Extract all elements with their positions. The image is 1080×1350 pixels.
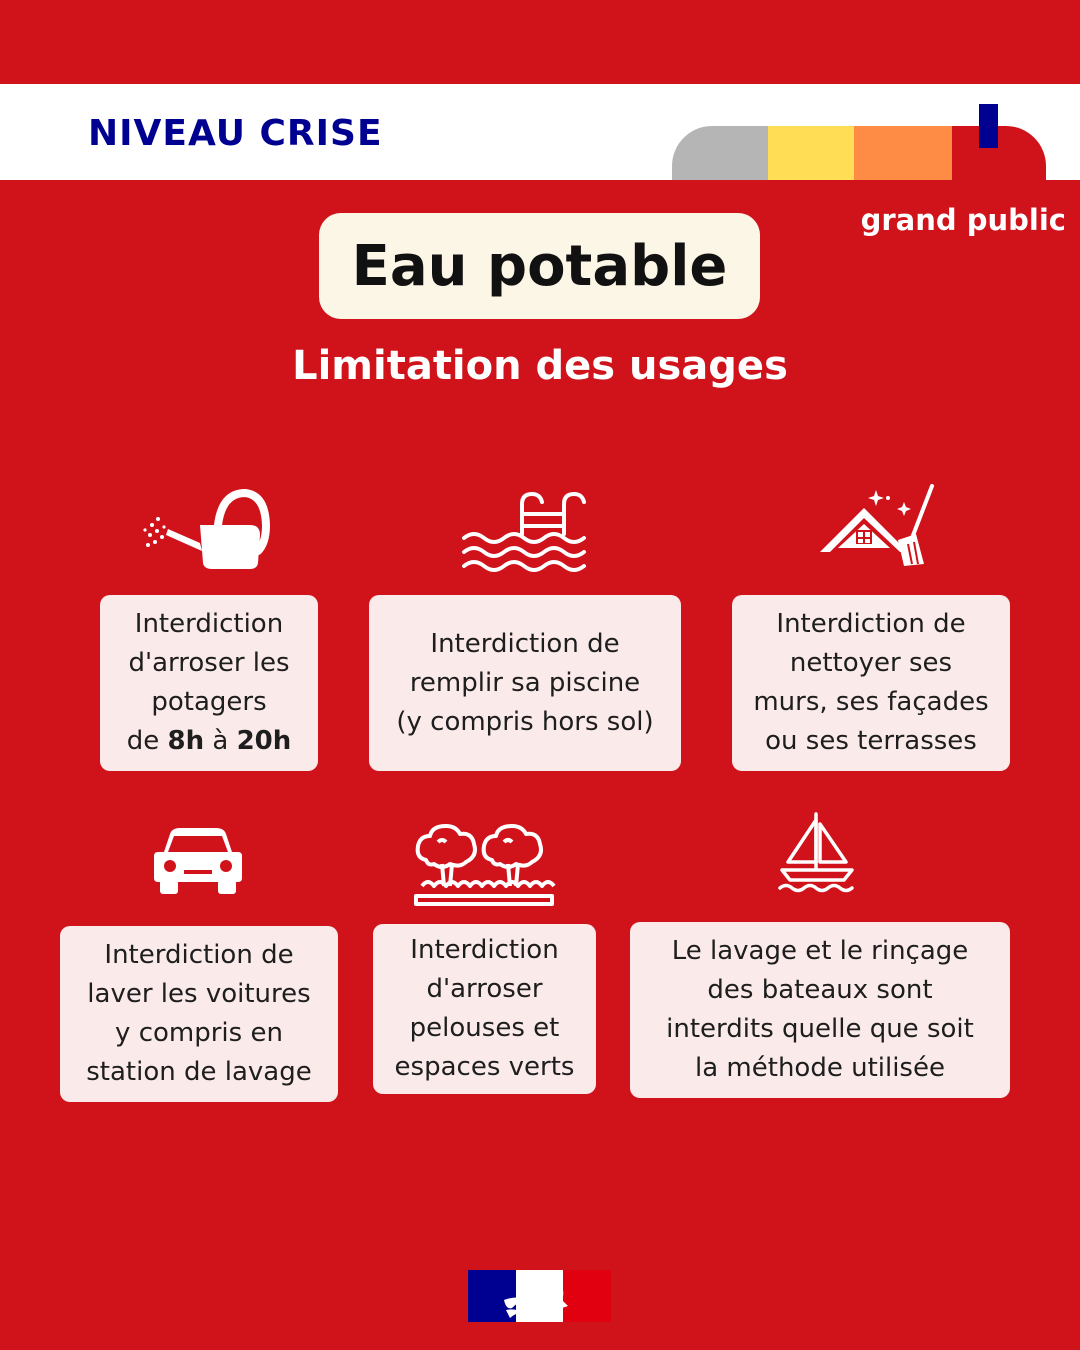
card-line: pelouses et [409, 1013, 560, 1043]
title-pill [319, 213, 760, 319]
card-line: Interdiction de [776, 609, 966, 639]
card-line: Interdiction de [430, 628, 620, 659]
card-line: Interdiction [410, 935, 559, 965]
card-line: potagers [151, 687, 267, 717]
card-line: d'arroser [426, 974, 543, 1004]
card-text [395, 931, 575, 1087]
card-line: station de lavage [86, 1057, 312, 1087]
trees-lawn-icon [412, 822, 558, 912]
card-text [753, 605, 988, 761]
card-text [666, 932, 974, 1088]
gauge-segment-alerte-renforcee [854, 126, 954, 180]
card-line: ou ses terrasses [765, 726, 977, 756]
card-line: nettoyer ses [789, 648, 953, 678]
card-line: interdits quelle que soit [666, 1014, 974, 1044]
card-line: la méthode utilisée [695, 1053, 945, 1083]
hours-connector: à [204, 726, 237, 756]
restriction-card-lawns [373, 924, 596, 1094]
card-line: Le lavage et le rinçage [671, 936, 969, 966]
audience-label: grand public [860, 203, 1066, 237]
card-line: des bateaux sont [707, 975, 933, 1005]
gauge-segment-vigilance [672, 126, 772, 180]
restriction-card-vegetable-gardens [100, 595, 318, 771]
card-line: murs, ses façades [753, 687, 989, 717]
hours-end: 20h [236, 726, 292, 756]
page-subtitle: Limitation des usages [292, 343, 788, 389]
republique-francaise-logo [468, 1270, 611, 1322]
level-title: NIVEAU CRISE [88, 113, 383, 154]
gauge-segment-crise [952, 126, 1046, 180]
card-text [127, 605, 292, 761]
swimming-pool-icon [460, 490, 590, 575]
restriction-card-car-washing [60, 926, 338, 1102]
card-line: laver les voitures [87, 979, 311, 1009]
card-line: Interdiction [134, 609, 284, 639]
restriction-card-swimming-pool [369, 595, 681, 771]
card-line: Interdiction de [104, 940, 294, 970]
hours-start: 8h [167, 726, 205, 756]
card-text [396, 625, 653, 742]
car-icon [152, 826, 244, 896]
card-line: espaces verts [394, 1052, 575, 1082]
card-line: (y compris hors sol) [396, 706, 654, 737]
card-line-hours [127, 722, 292, 761]
card-line: y compris en [115, 1018, 283, 1048]
gauge-level-marker [979, 104, 998, 148]
page-title: Eau potable [351, 233, 728, 299]
card-text [86, 936, 311, 1092]
house-cleaning-icon [816, 482, 941, 572]
gauge-segment-alerte [768, 126, 858, 180]
card-line: d'arroser les [128, 648, 290, 678]
sailboat-icon [776, 810, 858, 900]
card-line: remplir sa piscine [409, 667, 641, 698]
watering-can-icon [140, 485, 275, 575]
restriction-card-wall-cleaning [732, 595, 1010, 771]
hours-prefix: de [126, 726, 168, 756]
restriction-card-boat-washing [630, 922, 1010, 1098]
